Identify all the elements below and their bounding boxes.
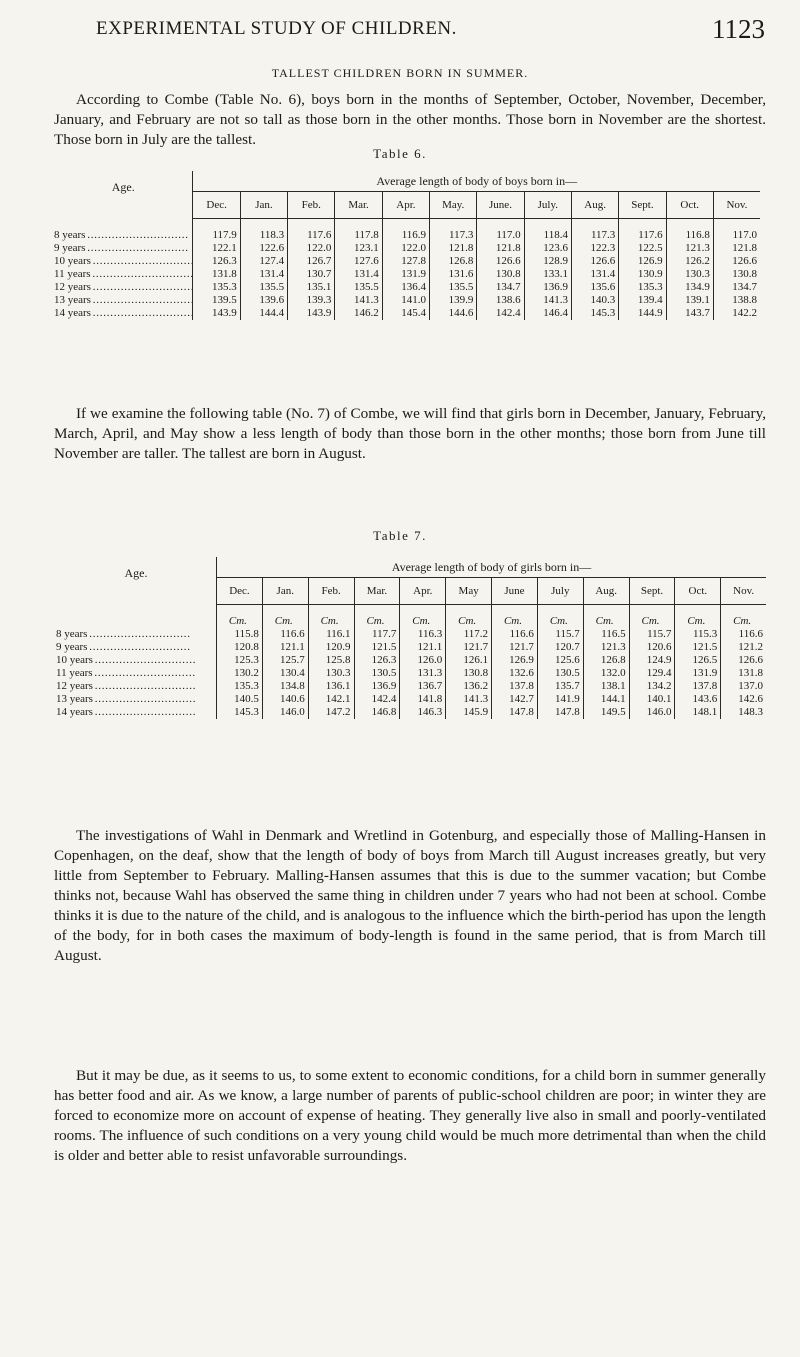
table6-month-header: Mar. [335, 192, 382, 219]
table7 [56, 557, 766, 719]
table7-cell: 126.1 [463, 654, 489, 666]
table6-cell: 141.3 [543, 294, 568, 306]
table6-cell: 123.6 [543, 242, 568, 254]
table7-cell: 125.8 [325, 654, 351, 666]
table7-age-header: Age. [56, 557, 217, 605]
table6-month-header: Dec. [193, 192, 240, 219]
paragraph-investigations-text: The investigations of Wahl in Denmark and Wretlind in Gotenburg, and especially those of Malling-Hansen in Copenhagen, on the deaf, show that the length of body of boys from March till August increases greatly, but very little from September to February. Malling-Hansen assumes that this is due to the summer vacation; but Combe thinks not, because Wahl has observed the same thing in children under 7 years who had not been at school. Combe thinks it is due to the nature of the child, and is analogous to the influence which the birth-period has upon the length of the body, for in both cases the maximum of body-length is found in the same period, that is from March till August. [54, 827, 766, 964]
table7-month-header: Sept. [629, 578, 675, 605]
table6-cell: 122.6 [259, 242, 285, 254]
table7-unit-label: Cm. [549, 615, 568, 627]
table7-cell: 130.2 [234, 667, 259, 679]
table6-cell: 117.0 [496, 229, 521, 241]
table6-cell: 117.8 [354, 229, 379, 241]
table7-cell: 138.1 [600, 680, 626, 692]
table7-cell: 137.8 [692, 680, 718, 692]
table7-cell: 115.8 [234, 628, 259, 640]
table6-month-column [619, 219, 666, 321]
table7-cell: 120.8 [234, 641, 259, 653]
table7-cell: 136.9 [371, 680, 397, 692]
table6 [54, 171, 760, 320]
table6-cell: 135.3 [637, 281, 663, 293]
table6-cell: 121.8 [732, 242, 757, 254]
table6-cell: 138.8 [732, 294, 757, 306]
table7-month-column [583, 605, 629, 720]
table6-cell: 126.2 [685, 255, 710, 267]
table7-cell: 143.6 [692, 693, 718, 705]
table6-cell: 139.5 [212, 294, 237, 306]
table7-cell: 120.9 [325, 641, 351, 653]
table7-age-label: 10 years . . . [56, 654, 216, 667]
table6-month-column [382, 219, 429, 321]
table6-age-label: 9 years . . . [54, 242, 192, 255]
table6-age-label: 8 years . . . [54, 229, 192, 242]
table7-month-header: July [537, 578, 583, 605]
table6-cell: 118.4 [543, 229, 568, 241]
table6-cell: 143.9 [212, 307, 237, 319]
table7-cell: 141.8 [417, 693, 443, 705]
table7-cell: 142.7 [509, 693, 534, 705]
table6-month-column [335, 219, 382, 321]
paragraph-investigations [54, 826, 766, 966]
table7-cell: 147.8 [509, 706, 534, 718]
table6-cell: 130.7 [306, 268, 332, 280]
table6-month-header: Oct. [666, 192, 713, 219]
table6-cell: 131.9 [401, 268, 427, 280]
table6-cell: 134.9 [685, 281, 710, 293]
table7-cell: 149.5 [600, 706, 626, 718]
table7-cell: 117.2 [463, 628, 489, 640]
table7-unit-label: Cm. [412, 615, 431, 627]
table6-month-header: Feb. [288, 192, 335, 219]
table6-cell: 135.5 [259, 281, 285, 293]
table6-cell: 122.3 [590, 242, 616, 254]
table7-cell: 132.6 [509, 667, 534, 679]
table6-month-column [666, 219, 713, 321]
table7-month-column [537, 605, 583, 720]
table6-month-header: June. [477, 192, 524, 219]
table7-cell: 137.0 [738, 680, 763, 692]
table7-age-label: 9 years . . . [56, 641, 216, 654]
table7-cell: 144.1 [600, 693, 626, 705]
running-head [40, 14, 765, 44]
table7-age-label: 14 years . . . [56, 706, 216, 719]
table6-cell: 122.5 [637, 242, 663, 254]
table7-cell: 130.3 [325, 667, 351, 679]
table7-cell: 141.9 [555, 693, 580, 705]
table7-cell: 117.7 [372, 628, 397, 640]
table7-cell: 142.4 [371, 693, 397, 705]
table6-cell: 126.6 [732, 255, 757, 267]
table6-cell: 135.5 [353, 281, 379, 293]
table7-caption: Table 7. [373, 528, 427, 543]
table7-cell: 137.8 [509, 680, 534, 692]
table7-age-label: 8 years . . . [56, 628, 216, 641]
paragraph-boys [54, 90, 766, 150]
table7-cell: 120.7 [555, 641, 580, 653]
table7-cell: 140.6 [279, 693, 305, 705]
table6-cell: 139.9 [448, 294, 474, 306]
table7-month-column [217, 605, 263, 720]
table6-cell: 141.0 [401, 294, 427, 306]
table6-month-header: Apr. [382, 192, 429, 219]
table7-cell: 147.8 [555, 706, 580, 718]
table7-cell: 116.3 [417, 628, 443, 640]
table7-cell: 145.9 [463, 706, 489, 718]
table7-cell: 126.0 [417, 654, 443, 666]
table6-cell: 144.6 [448, 307, 474, 319]
table6-cell: 145.3 [590, 307, 616, 319]
table7-cell: 129.4 [646, 667, 672, 679]
table6-cell: 131.4 [590, 268, 616, 280]
table7-unit-label: Cm. [595, 615, 614, 627]
table7-cell: 140.1 [646, 693, 672, 705]
page-number: 1123 [712, 14, 765, 44]
table7-cell: 125.6 [555, 654, 580, 666]
table7-cell: 126.8 [600, 654, 626, 666]
paragraph-girls-text: If we examine the following table (No. 7) of Combe, we will find that girls born in December, January, February, March, April, and May show a less length of body than those born in the other months; those born from June till November are taller. The tallest are born in August. [54, 405, 766, 462]
table7-unit-label: Cm. [733, 615, 752, 627]
table6-cell: 145.4 [401, 307, 427, 319]
table7-age-label: 12 years . . . [56, 680, 216, 693]
table6-cell: 136.9 [543, 281, 568, 293]
table6-cell: 121.8 [495, 242, 521, 254]
table6-cell: 118.3 [259, 229, 285, 241]
table7-cell: 146.8 [371, 706, 397, 718]
table7-body-row [56, 605, 766, 720]
table6-cell: 131.8 [212, 268, 237, 280]
table7-cell: 115.7 [555, 628, 580, 640]
table7-cell: 124.9 [646, 654, 672, 666]
table7-cell: 136.1 [325, 680, 351, 692]
table7-cell: 145.3 [234, 706, 259, 718]
table6-age-label: 13 years . . . [54, 294, 192, 307]
table7-cell: 116.6 [738, 628, 763, 640]
table6-cell: 131.6 [448, 268, 474, 280]
table7-cell: 136.7 [417, 680, 443, 692]
table7-cell: 115.3 [692, 628, 718, 640]
table6-cell: 134.7 [495, 281, 521, 293]
table6-body-row [54, 219, 760, 321]
table7-cell: 130.5 [371, 667, 397, 679]
table7-cell: 125.3 [234, 654, 259, 666]
table6-cell: 135.1 [306, 281, 332, 293]
table6-month-column [288, 219, 335, 321]
table7-cell: 126.9 [509, 654, 534, 666]
table6-group-header: Average length of body of boys born in— [193, 171, 760, 192]
table7-cell: 131.8 [738, 667, 763, 679]
table7-unit-label: Cm. [274, 615, 293, 627]
table7-month-header: May [446, 578, 492, 605]
table7-cell: 116.6 [509, 628, 534, 640]
table7-cell: 131.9 [692, 667, 718, 679]
table6-ages [54, 219, 193, 321]
table7-cell: 116.6 [280, 628, 305, 640]
table7-month-header: Dec. [217, 578, 263, 605]
table7-month-header: Feb. [308, 578, 354, 605]
table7-cell: 146.0 [646, 706, 672, 718]
table6-cell: 126.7 [306, 255, 332, 267]
table6-month-header: July. [524, 192, 571, 219]
table6-cell: 122.0 [306, 242, 332, 254]
table7-cell: 121.1 [279, 641, 305, 653]
table6-age-label: 11 years . . . [54, 268, 192, 281]
table6-cell: 117.3 [590, 229, 616, 241]
table7-unit-label: Cm. [503, 615, 522, 627]
table6-month-header: May. [430, 192, 477, 219]
table7-month-column [629, 605, 675, 720]
table6-cell: 135.6 [590, 281, 616, 293]
table7-cell: 147.2 [325, 706, 351, 718]
table7-month-column [492, 605, 538, 720]
table7-unit-label: Cm. [687, 615, 706, 627]
table6-cell: 117.3 [449, 229, 474, 241]
table6-cell: 126.6 [590, 255, 616, 267]
table7-cell: 146.0 [279, 706, 305, 718]
table6-cell: 116.9 [401, 229, 427, 241]
section-subheading: TALLEST CHILDREN BORN IN SUMMER. [271, 66, 529, 80]
table7-cell: 126.3 [371, 654, 397, 666]
paragraph-girls [54, 404, 766, 464]
table7-cell: 130.4 [279, 667, 305, 679]
table6-cell: 138.6 [495, 294, 521, 306]
table6-cell: 130.8 [732, 268, 757, 280]
running-title: EXPERIMENTAL STUDY OF CHILDREN. [96, 18, 457, 39]
table7-month-column [262, 605, 308, 720]
table6-month-column [524, 219, 571, 321]
table6-cell: 122.0 [401, 242, 427, 254]
table7-cell: 130.5 [555, 667, 580, 679]
table6-cell: 134.7 [732, 281, 757, 293]
table6-cell: 117.6 [307, 229, 332, 241]
table7-cell: 148.3 [738, 706, 763, 718]
table6-month-column [477, 219, 524, 321]
table7-cell: 132.0 [600, 667, 626, 679]
table6-cell: 139.6 [259, 294, 285, 306]
table6-cell: 117.0 [732, 229, 757, 241]
table7-unit-label: Cm. [458, 615, 477, 627]
table7-month-header: Apr. [400, 578, 446, 605]
table6-month-column [193, 219, 240, 321]
paragraph-economic [54, 1066, 766, 1166]
table6-month-column [571, 219, 618, 321]
table6-cell: 139.3 [306, 294, 332, 306]
table6-cell: 130.8 [495, 268, 521, 280]
table7-month-header: Oct. [675, 578, 721, 605]
table6-month-header: Nov. [713, 192, 760, 219]
table7-cell: 142.1 [325, 693, 351, 705]
table6-cell: 130.3 [685, 268, 710, 280]
table6-month-column [713, 219, 760, 321]
table6-month-header: Sept. [619, 192, 666, 219]
table6-age-label: 12 years . . . [54, 281, 192, 294]
table7-unit-label: Cm. [320, 615, 339, 627]
table6-cell: 128.9 [543, 255, 568, 267]
table6-cell: 146.4 [543, 307, 568, 319]
table6-month-column [430, 219, 477, 321]
paragraph-boys-text: According to Combe (Table No. 6), boys born in the months of September, October, November, December, January, and February are not so tall as those born in the other months. Those born in November are the shortest. Those born in July are the tallest. [54, 91, 766, 148]
table6-cell: 122.1 [212, 242, 237, 254]
table6-cell: 117.9 [212, 229, 237, 241]
table7-unit-label: Cm. [228, 615, 247, 627]
table6-cell: 144.9 [637, 307, 663, 319]
table7-month-column [308, 605, 354, 720]
table7-cell: 125.7 [279, 654, 305, 666]
table6-cell: 131.4 [353, 268, 379, 280]
table7-month-column [721, 605, 766, 720]
table7-cell: 131.3 [417, 667, 443, 679]
table7-cell: 134.2 [646, 680, 672, 692]
table6-cell: 126.8 [448, 255, 474, 267]
table6-cell: 133.1 [543, 268, 568, 280]
table7-cell: 121.3 [600, 641, 626, 653]
table7-cell: 146.3 [417, 706, 443, 718]
table6-cell: 121.3 [685, 242, 710, 254]
table7-cell: 136.2 [463, 680, 489, 692]
table7-cell: 121.1 [417, 641, 443, 653]
table6-age-header: Age. [54, 171, 193, 219]
table7-month-column [354, 605, 400, 720]
table7-unit-label: Cm. [641, 615, 660, 627]
table6-cell: 142.4 [495, 307, 521, 319]
table7-cell: 121.2 [738, 641, 763, 653]
table6-cell: 143.9 [306, 307, 332, 319]
table6-cell: 121.8 [448, 242, 474, 254]
table6-age-label: 10 years . . . [54, 255, 192, 268]
table6-cell: 127.6 [353, 255, 379, 267]
table7-month-header: Jan. [262, 578, 308, 605]
table7-cell: 121.7 [509, 641, 534, 653]
table7-month-header: June [492, 578, 538, 605]
table7-cell: 126.6 [738, 654, 763, 666]
table7-cell: 134.8 [279, 680, 305, 692]
table6-cell: 146.2 [353, 307, 379, 319]
table7-unit-label: Cm. [366, 615, 385, 627]
table6-month-header: Jan. [240, 192, 287, 219]
table7-cell: 126.5 [692, 654, 718, 666]
table6-cell: 144.4 [259, 307, 285, 319]
table6-cell: 127.4 [259, 255, 285, 267]
paragraph-economic-text: But it may be due, as it seems to us, to some extent to economic conditions, for a child born in summer generally has better food and air. As we know, a large number of parents of public-school children are poor; in winter they are forced to economize more on account of expense of heating. They generally live also in small and poorly-ventilated rooms. The influence of such conditions on a very young child would be much more detrimental than when the child is older and better able to resist unfavorable surroundings. [54, 1067, 766, 1164]
table7-cell: 148.1 [692, 706, 718, 718]
table6-caption: Table 6. [373, 146, 427, 161]
table6-cell: 135.5 [448, 281, 474, 293]
table7-cell: 116.1 [326, 628, 351, 640]
table7-cell: 142.6 [738, 693, 763, 705]
table6-cell: 136.4 [401, 281, 427, 293]
table7-cell: 121.5 [692, 641, 718, 653]
table6-cell: 130.9 [637, 268, 663, 280]
table7-month-column [675, 605, 721, 720]
table7-age-label: 13 years . . . [56, 693, 216, 706]
table6-cell: 139.4 [637, 294, 663, 306]
table6-month-header: Aug. [571, 192, 618, 219]
table7-cell: 141.3 [463, 693, 489, 705]
table6-cell: 142.2 [732, 307, 757, 319]
table7-month-header: Nov. [721, 578, 766, 605]
table7-month-header: Mar. [354, 578, 400, 605]
table6-month-column [240, 219, 287, 321]
table7-cell: 116.5 [601, 628, 626, 640]
table6-cell: 131.4 [259, 268, 285, 280]
table6-cell: 116.8 [685, 229, 710, 241]
table6-cell: 126.9 [637, 255, 663, 267]
table7-cell: 130.8 [463, 667, 489, 679]
table7-cell: 115.7 [647, 628, 672, 640]
table7-month-header: Aug. [583, 578, 629, 605]
table7-month-column [400, 605, 446, 720]
table6-cell: 140.3 [590, 294, 616, 306]
table7-age-label: 11 years . . . [56, 667, 216, 680]
table6-age-label: 14 years . . . [54, 307, 192, 320]
table6-cell: 143.7 [685, 307, 710, 319]
table6-cell: 139.1 [685, 294, 710, 306]
table7-month-column [446, 605, 492, 720]
table6-cell: 141.3 [353, 294, 379, 306]
table7-cell: 140.5 [234, 693, 259, 705]
table7-ages [56, 605, 217, 720]
table7-cell: 121.7 [463, 641, 489, 653]
table7-cell: 135.3 [234, 680, 259, 692]
table7-cell: 120.6 [646, 641, 672, 653]
table6-cell: 117.6 [638, 229, 663, 241]
table6-cell: 123.1 [353, 242, 379, 254]
table7-group-header: Average length of body of girls born in— [217, 557, 767, 578]
table6-cell: 126.6 [495, 255, 521, 267]
table6-cell: 126.3 [212, 255, 237, 267]
table7-cell: 135.7 [555, 680, 580, 692]
table7-cell: 121.5 [371, 641, 397, 653]
table6-cell: 135.3 [212, 281, 237, 293]
table6-cell: 127.8 [401, 255, 427, 267]
